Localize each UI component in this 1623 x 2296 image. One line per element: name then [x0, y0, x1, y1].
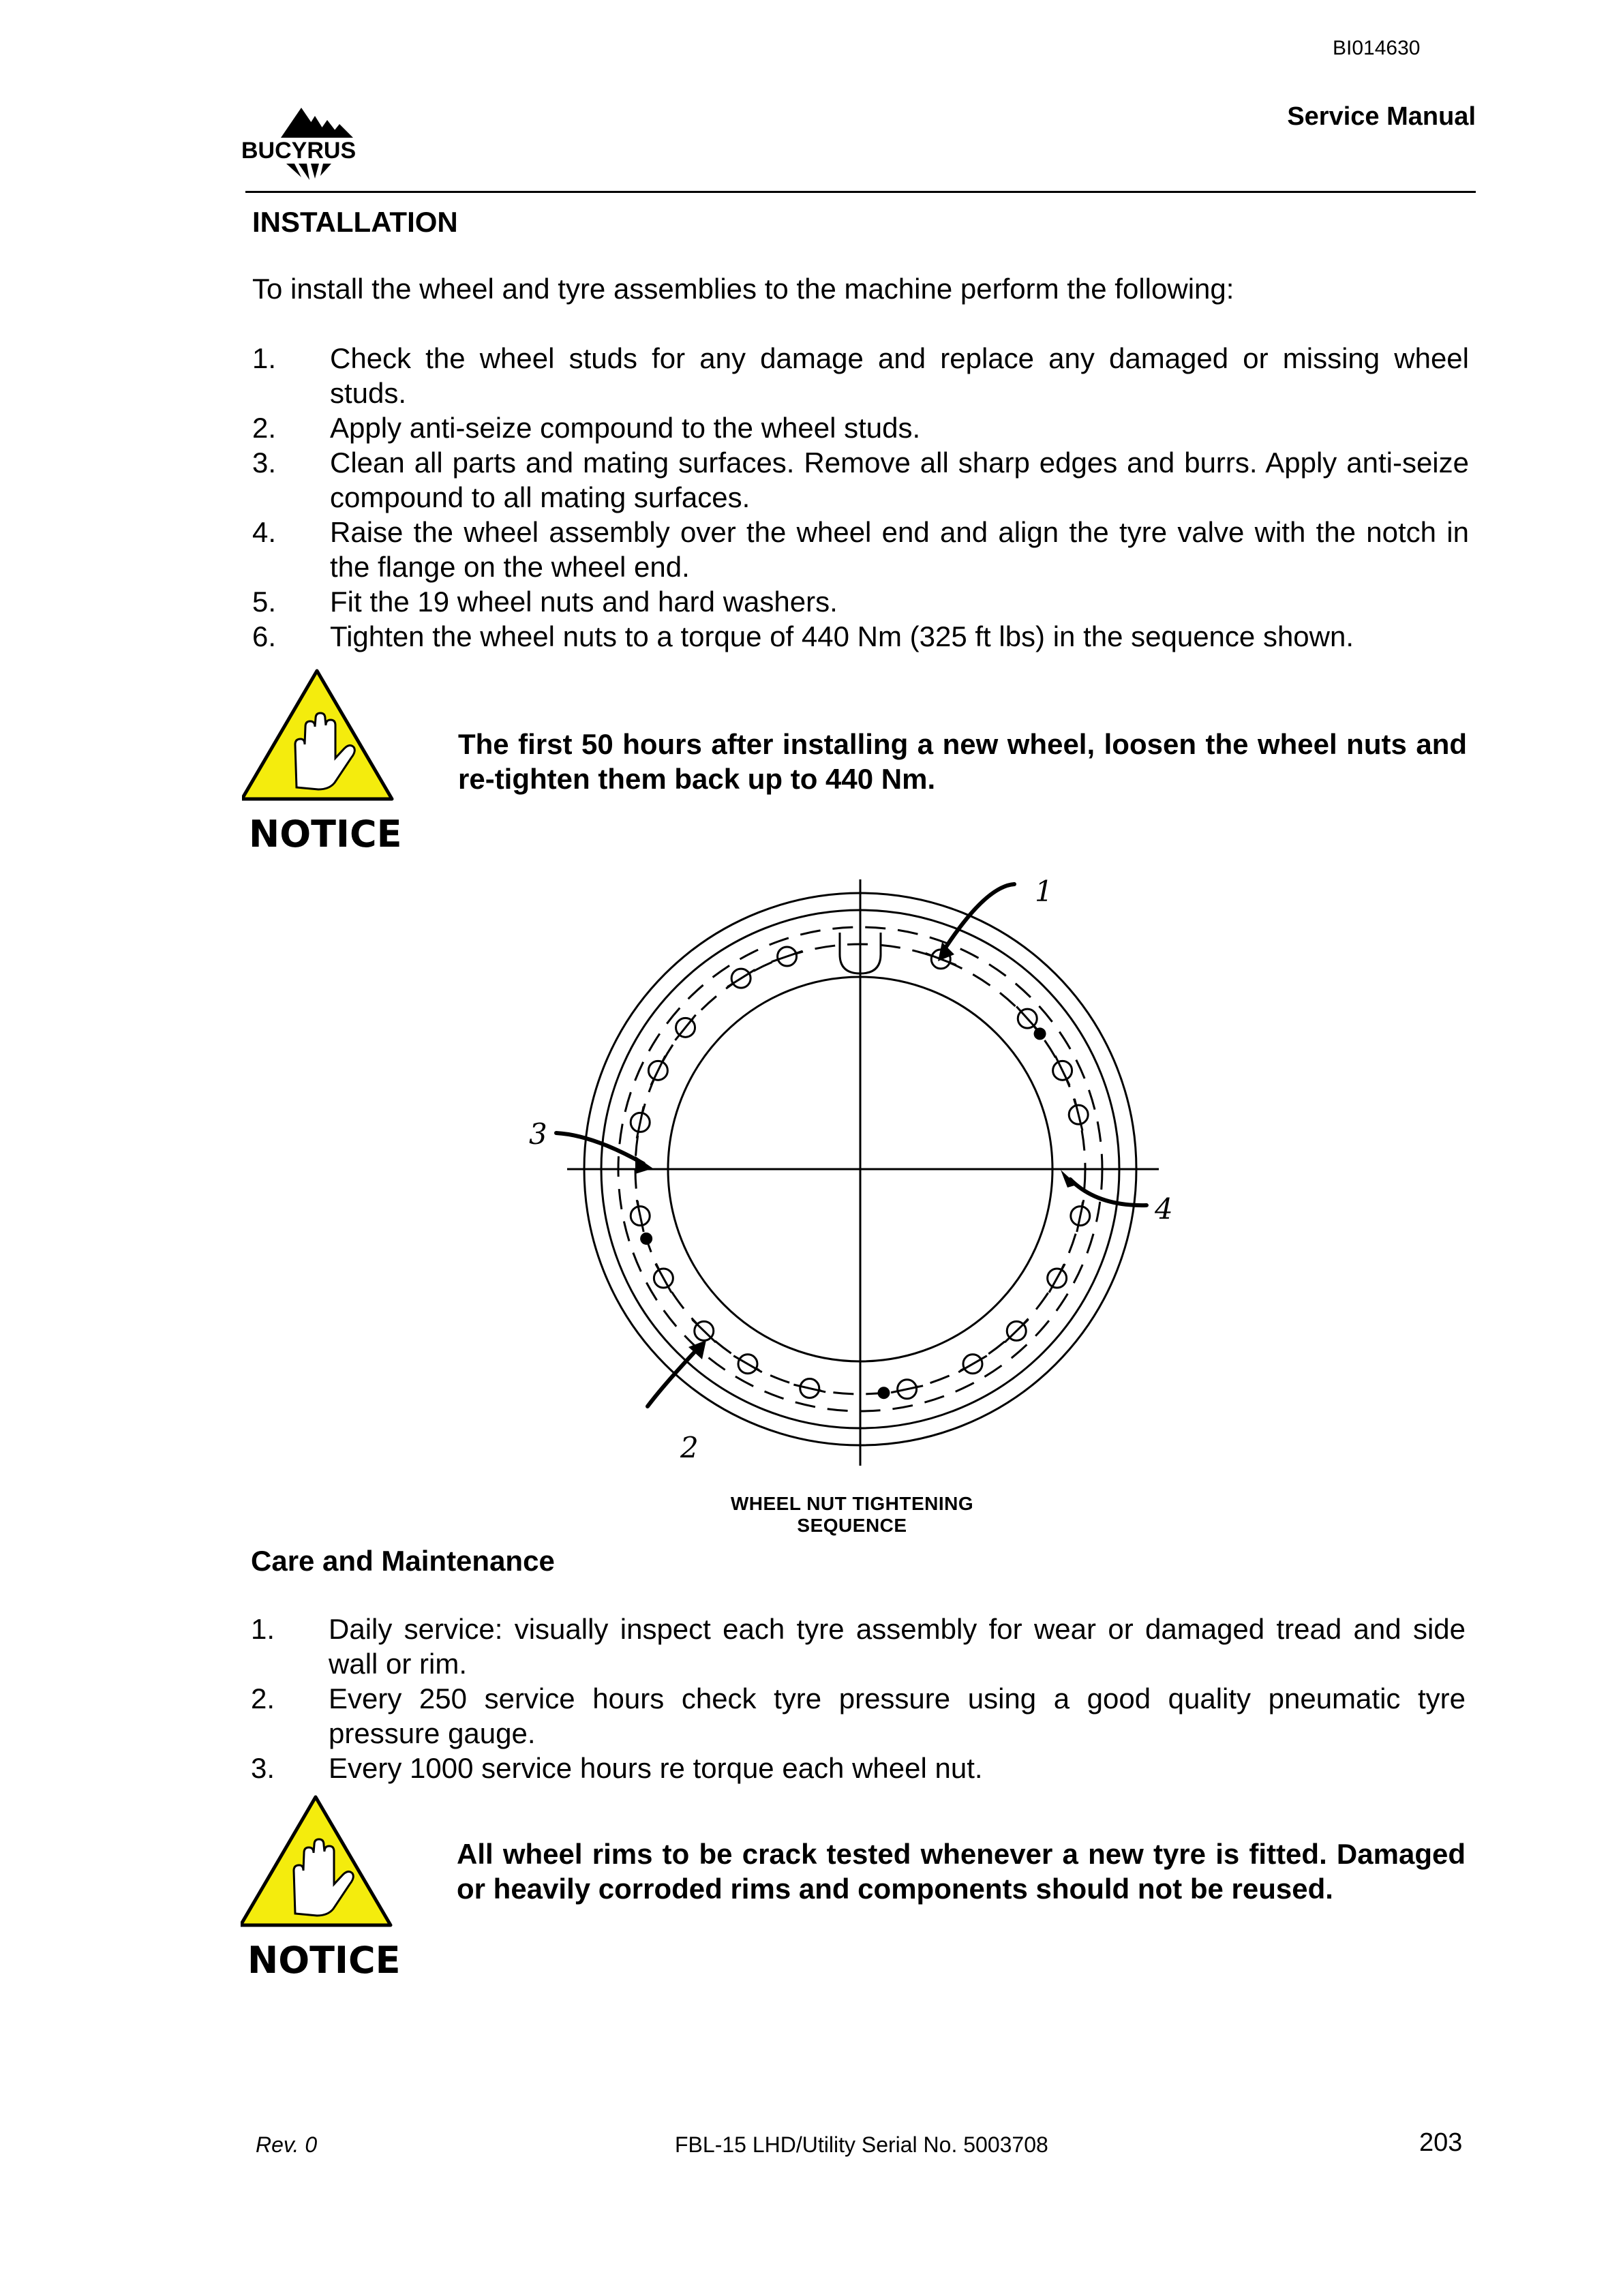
header-rule: [245, 191, 1476, 193]
footer-revision: Rev. 0: [256, 2132, 318, 2157]
installation-intro: To install the wheel and tyre assemblies to the machine perform the following:: [252, 273, 1234, 305]
care-steps: [251, 1612, 1466, 1785]
callout-label-4: 4: [1155, 1192, 1173, 1226]
arrowhead-3: [635, 1156, 653, 1174]
wheel-nut-sequence-diagram: [518, 866, 1186, 1479]
diagram-caption: WHEEL NUT TIGHTENING SEQUENCE: [730, 1493, 974, 1536]
step-text: Raise the wheel assembly over the wheel end and align the tyre valve with the notch in the flange on the wheel end.: [330, 516, 1469, 583]
notice-text: All wheel rims to be crack tested whenever a new tyre is fitted. Damaged or heavily corroded rims and components should not be reused.: [457, 1838, 1466, 1905]
list-item: [251, 1681, 1466, 1751]
step-text: Every 250 service hours check tyre pressure using a good quality pneumatic tyre pressure gauge.: [329, 1682, 1466, 1749]
step-number: 1.: [251, 1613, 275, 1645]
step-number: 3.: [252, 447, 277, 479]
installation-steps: [252, 341, 1469, 654]
step-text: Tighten the wheel nuts to a torque of 440 Nm (325 ft lbs) in the sequence shown.: [330, 620, 1354, 652]
arrowhead-4: [1061, 1170, 1077, 1188]
callout-label-1: 1: [1035, 875, 1053, 908]
logo-wordmark: BUCYRUS: [241, 138, 357, 164]
step-number: 3.: [251, 1752, 275, 1784]
step-text: Apply anti-seize compound to the wheel studs.: [330, 412, 921, 444]
notice-hand-icon: [241, 1794, 404, 1985]
wheel-stud-dot: [640, 1233, 652, 1245]
list-item: [251, 1751, 1466, 1785]
step-text: Clean all parts and mating surfaces. Remove all sharp edges and burrs. Apply anti-seize compound to all mating surfaces.: [330, 447, 1469, 513]
notice-hand-icon: [242, 668, 406, 859]
step-number: 4.: [252, 516, 277, 548]
callout-arrow-2: [648, 1350, 697, 1406]
list-item: [251, 1612, 1466, 1681]
step-text: Fit the 19 wheel nuts and hard washers.: [330, 586, 838, 618]
callout-label-3: 3: [529, 1117, 547, 1151]
list-item: [252, 619, 1469, 654]
list-item: [252, 445, 1469, 515]
care-maintenance-title: Care and Maintenance: [251, 1545, 555, 1577]
step-text: Check the wheel studs for any damage and replace any damaged or missing wheel studs.: [330, 342, 1469, 409]
list-item: [252, 584, 1469, 619]
list-item: [252, 410, 1469, 445]
wheel-stud-dot: [1034, 1027, 1046, 1040]
step-number: 1.: [252, 342, 277, 374]
svg-text:NOTICE: NOTICE: [247, 1939, 401, 1982]
document-id: BI014630: [1333, 37, 1421, 59]
step-number: 2.: [252, 412, 277, 444]
installation-title: INSTALLATION: [252, 206, 458, 238]
list-item: [252, 341, 1469, 410]
step-number: 2.: [251, 1682, 275, 1715]
step-number: 5.: [252, 586, 277, 618]
step-number: 6.: [252, 620, 277, 652]
callout-label-2: 2: [680, 1431, 699, 1464]
list-item: [252, 515, 1469, 584]
notice-text: The first 50 hours after installing a new wheel, loosen the wheel nuts and re-tighten them back up to 440 Nm.: [458, 728, 1467, 795]
wheel-stud-dot: [877, 1387, 890, 1399]
callout-arrow-3: [556, 1133, 643, 1164]
svg-text:NOTICE: NOTICE: [249, 813, 402, 856]
footer-model: FBL-15 LHD/Utility Serial No. 5003708: [675, 2132, 1048, 2157]
bucyrus-logo: [239, 95, 389, 184]
page-number: 203: [1419, 2128, 1463, 2157]
step-text: Daily service: visually inspect each tyre assembly for wear or damaged tread and side wall or rim.: [329, 1613, 1466, 1680]
manual-title: Service Manual: [1287, 102, 1476, 131]
step-text: Every 1000 service hours re torque each wheel nut.: [329, 1752, 983, 1784]
